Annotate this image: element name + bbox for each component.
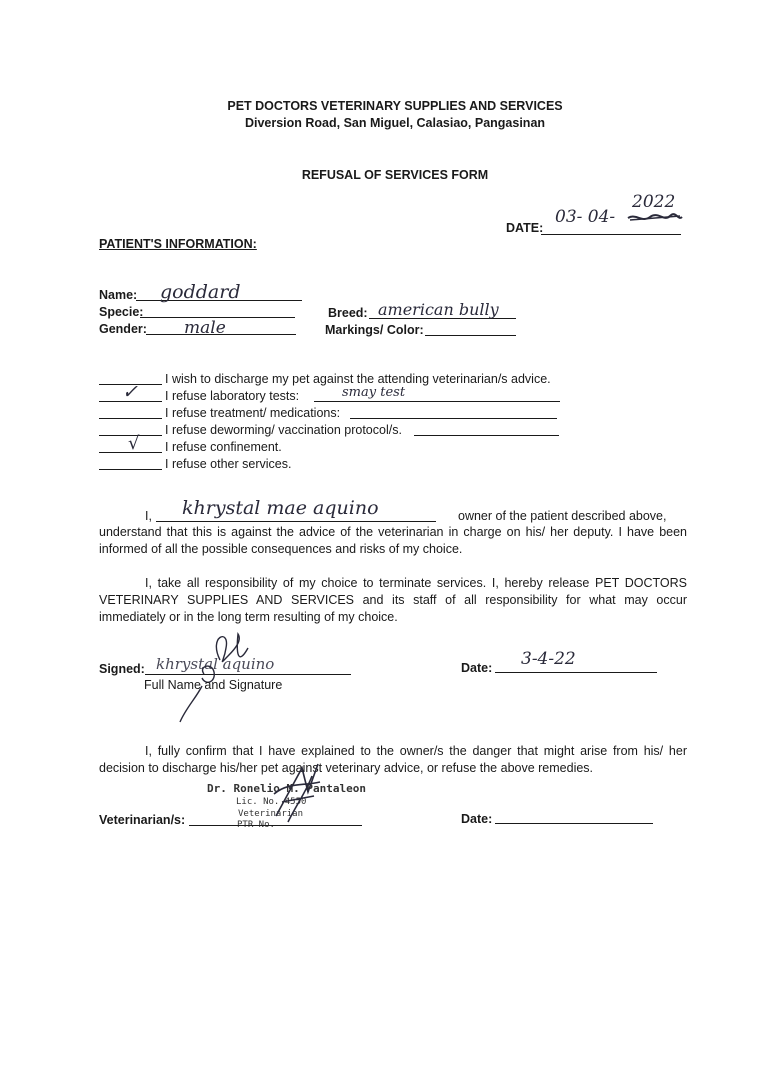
- vet-line: [189, 825, 362, 826]
- vet-label: Veterinarian/s:: [99, 813, 186, 827]
- gender-value: male: [184, 318, 226, 338]
- signature-caption: Full Name and Signature: [144, 678, 283, 692]
- owner-signature-scribble: [168, 626, 258, 726]
- date-line: [541, 234, 681, 235]
- owner-date-value: 3-4-22: [521, 649, 576, 669]
- breed-label: Breed:: [328, 306, 368, 320]
- vet-stamp-name: Dr. Ronelio M. Pantaleon: [207, 782, 366, 795]
- vet-stamp-title: Veterinarian: [238, 809, 304, 819]
- option-text: I refuse treatment/ medications:: [165, 406, 341, 420]
- owner-date-line: [495, 672, 657, 673]
- date-year: 2022: [632, 192, 676, 212]
- option-detail-line: [314, 401, 560, 402]
- option-text: I refuse other services.: [165, 457, 292, 471]
- owner-name-line: [156, 521, 436, 522]
- option-text: I wish to discharge my pet against the attending veterinarian/s advice.: [165, 372, 551, 386]
- specie-label: Specie:: [99, 305, 144, 319]
- option-detail-line: [414, 435, 559, 436]
- vet-stamp-ptr: PTR No.: [237, 820, 275, 830]
- markings-label: Markings/ Color:: [325, 323, 424, 337]
- option-detail-line: [350, 418, 557, 419]
- vet-date-label: Date:: [461, 812, 493, 826]
- owner-date-label: Date:: [461, 661, 493, 675]
- patient-section-title: PATIENT'S INFORMATION:: [99, 237, 257, 251]
- owner-name: khrystal mae aquino: [182, 497, 379, 519]
- statement1-line1: owner of the patient described above,: [458, 509, 667, 523]
- date-value: 03- 04-: [555, 207, 616, 227]
- form-title: REFUSAL OF SERVICES FORM: [301, 168, 489, 182]
- gender-label: Gender:: [99, 322, 147, 336]
- statement2: I, take all responsibility of my choice to terminate services. I, hereby release PET DOCTORS VETERINARY SUPPLIES AND SERVICES and its staff of all responsibility for what may occur immediately or in the long term resulting of my choice.: [99, 576, 687, 624]
- name-value: goddard: [160, 281, 241, 303]
- date-label: DATE:: [506, 221, 544, 235]
- option-text: I refuse confinement.: [165, 440, 282, 454]
- option-text: I refuse laboratory tests:: [165, 389, 300, 403]
- option-mark: √: [128, 433, 140, 454]
- option-mark: ✓: [122, 381, 138, 403]
- statement1-body: understand that this is against the advice of the veterinarian in charge on his/ her deputy. I have been informed of all the possible consequences and risks of my choice.: [99, 525, 687, 556]
- signed-label: Signed:: [99, 662, 145, 676]
- signed-value: khrystal aquino: [156, 655, 275, 673]
- markings-line: [425, 335, 516, 336]
- vet-date-line: [495, 823, 653, 824]
- option-blank: [99, 418, 162, 419]
- option-detail: smay test: [342, 385, 406, 400]
- crossed-out-scribble: [624, 211, 684, 223]
- option-blank: [99, 469, 162, 470]
- org-address: Diversion Road, San Miguel, Calasiao, Pangasinan: [244, 116, 546, 130]
- vet-stamp-license: Lic. No. 4550: [236, 797, 307, 807]
- org-name: PET DOCTORS VETERINARY SUPPLIES AND SERVICES: [227, 99, 563, 113]
- statement3: I, fully confirm that I have explained to the owner/s the danger that might arise from his/ her decision to discharge his/her pet against veterinary advice, or refuse the above remedies.: [99, 744, 687, 775]
- statement1-prefix: I,: [145, 509, 152, 523]
- name-label: Name:: [99, 288, 138, 302]
- breed-value: american bully: [378, 300, 499, 319]
- vet-signature-scribble: [268, 762, 328, 824]
- option-text: I refuse deworming/ vaccination protocol/s.: [165, 423, 402, 437]
